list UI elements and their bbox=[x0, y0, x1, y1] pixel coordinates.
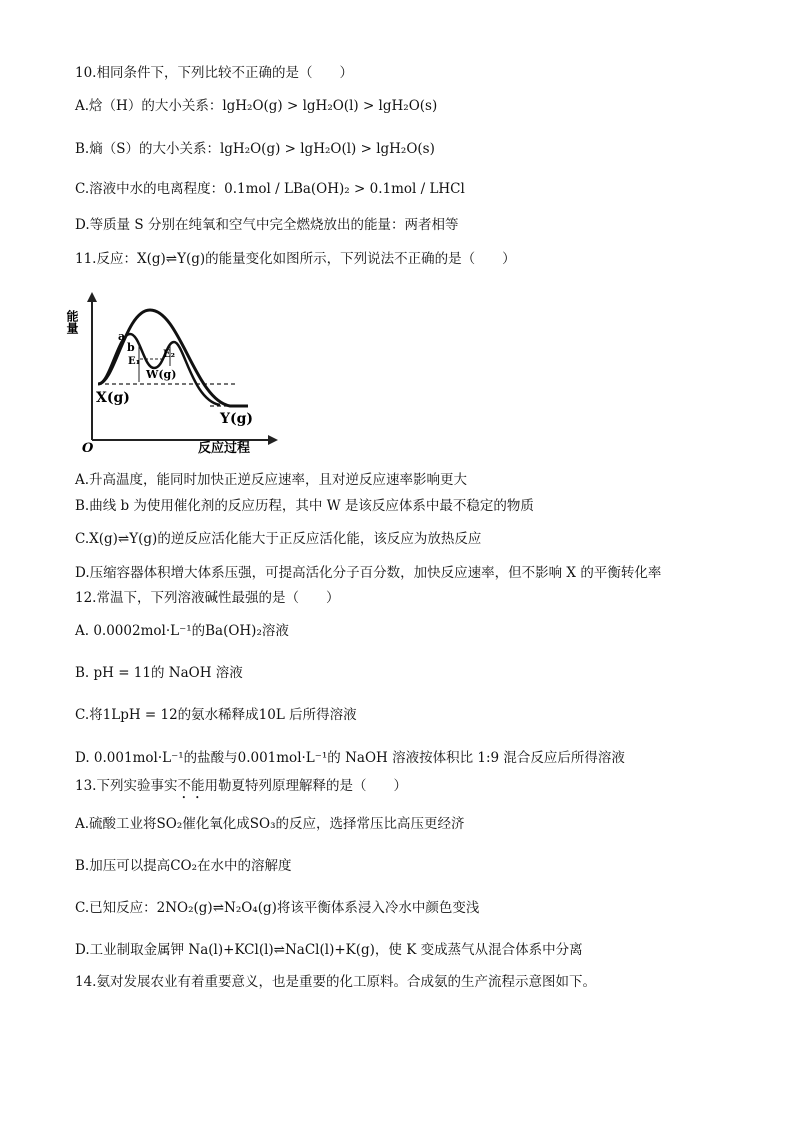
e1-label: E₁ bbox=[128, 356, 141, 367]
q11-option-b: B.曲线 b 为使用催化剂的反应历程，其中 W 是该反应体系中最不稳定的物质 bbox=[75, 498, 534, 514]
q10-option-d: D.等质量 S 分别在纯氧和空气中完全燃烧放出的能量：两者相等 bbox=[75, 217, 459, 233]
q12-option-a: A. 0.0002mol·L⁻¹的Ba(OH)₂溶液 bbox=[75, 623, 289, 639]
q10-option-b: B.熵（S）的大小关系：lgH₂O(g) > lgH₂O(l) > lgH₂O(s) bbox=[75, 141, 435, 157]
x-label: X(g) bbox=[96, 390, 130, 406]
q13-option-a: A.硫酸工业将SO₂催化氧化成SO₃的反应，选择常压比高压更经济 bbox=[75, 816, 465, 832]
q13-stem-emphasis: 不能 bbox=[177, 778, 205, 794]
x-axis-label: 反应过程 bbox=[198, 441, 251, 456]
q11-option-c: C.X(g)⇌Y(g)的逆反应活化能大于正反应活化能，该反应为放热反应 bbox=[75, 531, 482, 547]
q13-option-c: C.已知反应：2NO₂(g)⇌N₂O₄(g)将该平衡体系浸入冷水中颜色变浅 bbox=[75, 900, 480, 916]
curve-b-label: b bbox=[127, 341, 135, 354]
curve-a-label: a bbox=[118, 330, 126, 343]
q12-option-b: B. pH = 11的 NaOH 溶液 bbox=[75, 665, 243, 681]
q12-stem: 12.常温下，下列溶液碱性最强的是（ ） bbox=[75, 590, 340, 606]
energy-profile-diagram bbox=[65, 290, 285, 456]
q13-option-b: B.加压可以提高CO₂在水中的溶解度 bbox=[75, 858, 292, 874]
q11-option-d: D.压缩容器体积增大体系压强，可提高活化分子百分数，加快反应速率，但不影响 X 的平衡转化率 bbox=[75, 565, 662, 581]
q11-option-a: A.升高温度，能同时加快正逆反应速率，且对逆反应速率影响更大 bbox=[75, 472, 468, 488]
w-label: W(g) bbox=[146, 368, 177, 381]
q13-stem-post: 用勒夏特列原理解释的是（ ） bbox=[204, 778, 407, 794]
q11-stem: 11.反应：X(g)⇌Y(g)的能量变化如图所示，下列说法不正确的是（ ） bbox=[75, 251, 516, 267]
q10-option-a: A.焓（H）的大小关系：lgH₂O(g) > lgH₂O(l) > lgH₂O(s) bbox=[75, 98, 438, 114]
q13-stem-pre: 13.下列实验事实 bbox=[75, 778, 178, 794]
y-axis-label: 能量 bbox=[65, 310, 79, 334]
x-axis-arrow bbox=[268, 435, 278, 445]
q12-option-d: D. 0.001mol·L⁻¹的盐酸与0.001mol·L⁻¹的 NaOH 溶液按体积比 1:9 混合反应后所得溶液 bbox=[75, 750, 625, 766]
y-label: Y(g) bbox=[220, 411, 254, 427]
origin-label: O bbox=[82, 441, 94, 456]
q10-option-c: C.溶液中水的电离程度：0.1mol / LBa(OH)₂ > 0.1mol / LHCl bbox=[75, 181, 465, 197]
q10-stem: 10.相同条件下，下列比较不正确的是（ ） bbox=[75, 65, 353, 81]
q14-stem: 14.氨对发展农业有着重要意义，也是重要的化工原料。合成氨的生产流程示意图如下。 bbox=[75, 974, 596, 990]
q12-option-c: C.将1LpH = 12的氨水稀释成10L 后所得溶液 bbox=[75, 707, 357, 723]
q13-option-d: D.工业制取金属钾 Na(l)+KCl(l)⇌NaCl(l)+K(g)，使 K 变成蒸气从混合体系中分离 bbox=[75, 942, 583, 958]
y-axis-arrow bbox=[87, 292, 97, 302]
e2-label: E₂ bbox=[163, 349, 176, 360]
q13-stem bbox=[75, 776, 407, 802]
